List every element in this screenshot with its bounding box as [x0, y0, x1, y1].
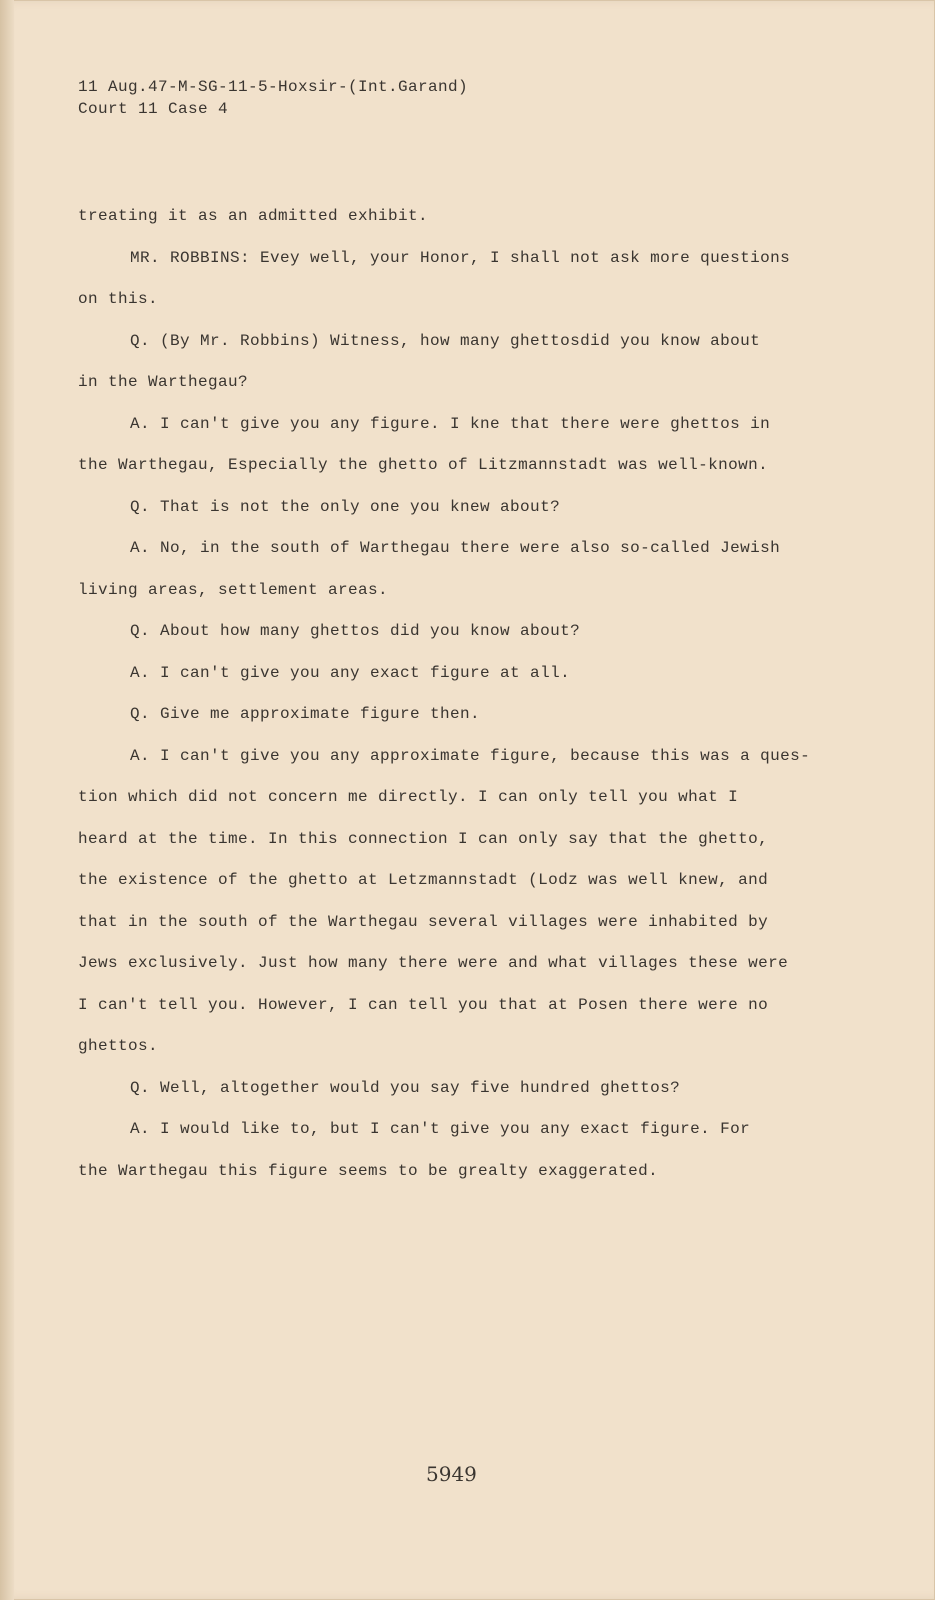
document-header: [78, 76, 468, 120]
transcript-line: Q. Well, altogether would you say five hundred ghettos?: [130, 1078, 681, 1097]
transcript-line: on this.: [78, 290, 159, 308]
header-line-1: 11 Aug.47-M-SG-11-5-Hoxsir-(Int.Garand): [78, 78, 469, 96]
transcript-line: living areas, settlement areas.: [78, 580, 389, 599]
transcript-body: [78, 196, 848, 1192]
transcript-line: A. I can't give you any figure. I kne that there were ghettos in: [130, 414, 771, 433]
transcript-line: tion which did not concern me directly. I can only tell you what I: [78, 788, 739, 806]
transcript-line: Q. About how many ghettos did you know about?: [130, 622, 581, 640]
transcript-line: that in the south of the Warthegau several villages were inhabited by: [78, 912, 769, 931]
transcript-line: A. I can't give you any approximate figure, because this was a ques-: [130, 746, 811, 765]
transcript-line: Q. (By Mr. Robbins) Witness, how many ghettosdid you know about: [130, 331, 761, 350]
transcript-line: the Warthegau this figure seems to be grealty exaggerated.: [78, 1161, 659, 1180]
transcript-line: Jews exclusively. Just how many there were and what villages these were: [78, 954, 789, 972]
transcript-line: in the Warthegau?: [78, 373, 249, 391]
transcript-line: MR. ROBBINS: Evey well, your Honor, I shall not ask more questions: [130, 248, 791, 267]
header-line-2: Court 11 Case 4: [78, 100, 229, 118]
page-number: 5949: [426, 1462, 477, 1486]
transcript-line: treating it as an admitted exhibit.: [78, 207, 429, 225]
paper-edge: [0, 0, 14, 1600]
transcript-line: A. I can't give you any exact figure at all.: [130, 663, 571, 682]
transcript-line: the Warthegau, Especially the ghetto of Litzmannstadt was well-known.: [78, 456, 769, 474]
transcript-line: ghettos.: [78, 1037, 159, 1055]
transcript-line: heard at the time. In this connection I can only say that the ghetto,: [78, 829, 769, 848]
transcript-line: Q. That is not the only one you knew about?: [130, 497, 561, 516]
transcript-line: A. No, in the south of Warthegau there were also so-called Jewish: [130, 539, 781, 557]
transcript-line: Q. Give me approximate figure then.: [130, 705, 481, 723]
transcript-line: I can't tell you. However, I can tell you that at Posen there were no: [78, 995, 769, 1014]
transcript-line: A. I would like to, but I can't give you any exact figure. For: [130, 1120, 751, 1138]
transcript-line: the existence of the ghetto at Letzmannstadt (Lodz was well knew, and: [78, 871, 769, 889]
